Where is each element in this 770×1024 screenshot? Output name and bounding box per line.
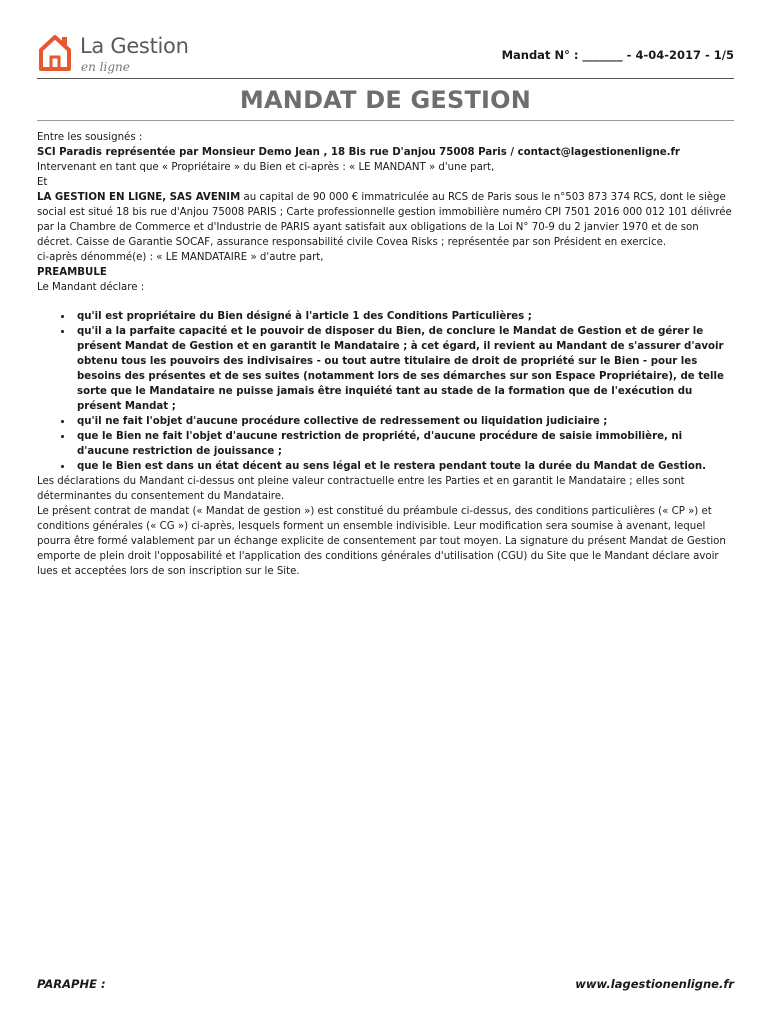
preambule-heading: PREAMBULE [37,267,107,278]
page-title: MANDAT DE GESTION [239,86,532,114]
ci-apres-text: ci-après dénommé(e) : « LE MANDATAIRE » d'autre part, [37,252,324,263]
et-text: Et [37,177,48,188]
house-icon [37,32,73,72]
intervenant-text: Intervenant en tant que « Propriétaire » du Bien et ci-après : « LE MANDANT » d'une part, [37,162,495,173]
mandataire-party [37,190,734,250]
list-item: • qu'il est propriétaire du Bien désigné à l'article 1 des Conditions Particulières ; [73,309,734,324]
sci-party: SCI Paradis représentée par Monsieur Demo Jean , 18 Bis rue D'anjou 75008 Paris / contact@lagestionenligne.fr [37,147,680,158]
logo-subtext: en ligne [81,60,130,74]
document-body [37,130,734,579]
entre-text: Entre les sousignés : [37,132,143,143]
page-header [37,30,734,80]
mandat-reference: Mandat N° : _______ - 4-04-2017 - 1/5 [501,48,734,62]
list-item: • que le Bien est dans un état décent au sens légal et le restera pendant toute la durée du Mandat de Gestion. [73,459,734,474]
declarations-list [37,309,734,474]
website-link[interactable]: www.lagestionenligne.fr [575,977,734,991]
mandataire-name: LA GESTION EN LIGNE, SAS AVENIM [37,192,241,203]
declare-text: Le Mandant déclare : [37,282,145,293]
logo [37,30,197,80]
list-item: • que le Bien ne fait l'objet d'aucune restriction de propriété, d'aucune procédure de saisie immobilière, ni d'aucune restriction de jouissance ; [73,429,734,459]
list-item: • qu'il a la parfaite capacité et le pouvoir de disposer du Bien, de conclure le Mandat de Gestion et de gérer le présent Mandat de Gestion et en garantit le Mandataire ; à cet égard, il revient au Mandant de s'assurer d'avoir obtenu tous les pouvoirs des indivisaires - ou tout autre titulaire de droit de propriété sur le Bien - pour les besoins des présentes et de ses suites (notamment lors de ses démarches sur son Espace Propriétaire), de telle sorte que le Mandataire ne puisse jamais être inquiété tant au stade de la formation que de l'exécution du présent Mandat ; [73,324,734,414]
header-divider [37,78,734,79]
list-item: • qu'il ne fait l'objet d'aucune procédure collective de redressement ou liquidation judiciaire ; [73,414,734,429]
contrat-text: Le présent contrat de mandat (« Mandat de gestion ») est constitué du préambule ci-dessus, des conditions particulières (« CP ») et conditions générales (« CG ») ci-après, lesquels forment un ensemble indivisible. Leur modification sera soumise à avenant, lequel pourra être formé valablement par un échange explicite de consentement par tout moyen. La signature du présent Mandat de Gestion emporte de plein droit l'opposabilité et l'application des conditions générales d'utilisation (CGU) du Site que le Mandant déclare avoir lues et acceptées lors de son inscription sur le Site. [37,506,726,577]
declarations-text: Les déclarations du Mandant ci-dessus ont pleine valeur contractuelle entre les Parties et en garantit le Mandataire ; elles sont déterminantes du consentement du Mandataire. [37,476,685,502]
paraphe-label: PARAPHE : [37,977,106,991]
title-divider [37,120,734,121]
mandataire-details: au capital de 90 000 € immatriculée au RCS de Paris sous le n°503 873 374 RCS, dont le siège social est situé 18 bis rue d'Anjou 75008 PARIS ; Carte professionnelle gestion immobilière numéro CPI 7501 2016 000 012 101 délivrée par la Chambre de Commerce et d'Industrie de PARIS ayant satisfait aux obligations de la Loi N° 70-9 du 2 janvier 1970 et de son décret. Caisse de Garantie SOCAF, assurance responsabilité civile Covea Risks ; représentée par son Président en exercice. [37,192,732,248]
logo-text: La Gestion [80,34,189,58]
